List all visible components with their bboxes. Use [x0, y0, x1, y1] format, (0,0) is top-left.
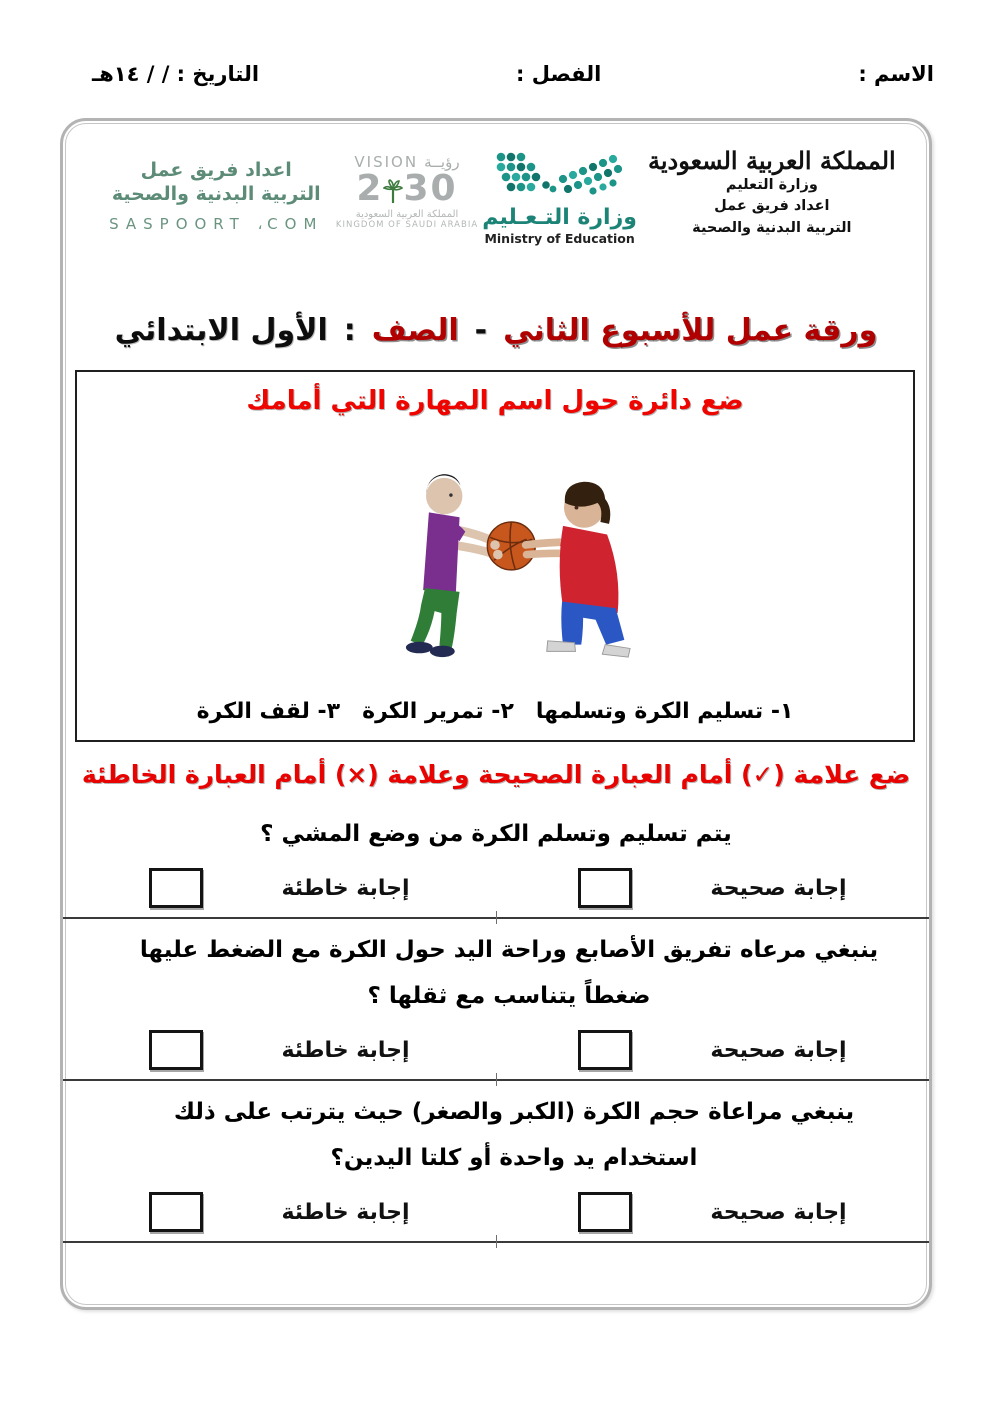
wrong-answer-label: إجابة خاطئة: [281, 1037, 410, 1063]
option-1[interactable]: ١- تسليم الكرة وتسلمها: [535, 699, 794, 724]
vision-year-right: 30: [403, 168, 458, 209]
answer-wrong-cell-2: [63, 1030, 496, 1070]
title-week: ورقة عمل للأسبوع الثاني: [503, 313, 878, 348]
question1-prompt: ضع دائرة حول اسم المهارة التي أمامك: [246, 386, 744, 416]
answer-correct-cell-1: [496, 868, 929, 908]
worksheet-title: [63, 313, 929, 348]
correct-answer-label: إجابة صحيحة: [710, 875, 847, 901]
saspoort-line1: اعداد فريق عمل: [140, 159, 292, 181]
ksa-line1: وزارة التعليم: [725, 176, 818, 193]
logos-header: [63, 121, 929, 285]
wrong-answer-checkbox-3[interactable]: [149, 1192, 203, 1232]
question1-box: [75, 370, 915, 742]
left-boy: [406, 474, 500, 657]
question2-prompt: ضع علامة (✓) أمام العبارة الصحيحة وعلامة (×) أمام العبارة الخاطئة: [81, 760, 911, 789]
worksheet-frame: [60, 118, 932, 1310]
ministry-of-education-logo: [479, 147, 641, 246]
ksa-line2: اعداد فريق عمل: [714, 198, 830, 215]
vision-year-left: 2: [356, 168, 384, 209]
right-boy: [526, 481, 630, 656]
vision-country-en: KINGDOM OF SAUDI ARABIA: [335, 220, 479, 230]
vision-label-ar: رؤيــة: [424, 153, 460, 171]
kingdom-header-block: [641, 147, 903, 240]
title-grade-label: الصف: [371, 313, 459, 348]
vision-label-en: VISION: [354, 153, 419, 171]
wrong-answer-label: إجابة خاطئة: [281, 875, 410, 901]
wrong-answer-label: إجابة خاطئة: [281, 1199, 410, 1225]
statement-1: يتم تسليم وتسلم الكرة من وضع المشي ؟: [260, 821, 732, 847]
title-dash: -: [474, 313, 488, 348]
answer-row-1: [63, 859, 929, 919]
correct-answer-label: إجابة صحيحة: [710, 1199, 847, 1225]
correct-answer-checkbox-2[interactable]: [578, 1030, 632, 1070]
ministry-dots-emblem-icon: [495, 184, 625, 203]
true-false-table: [63, 803, 929, 1243]
answer-wrong-cell-3: [63, 1192, 496, 1232]
statement-3: ينبغي مراعاة حجم الكرة (الكبر والصغر) حيث يترتب على ذلك استخدام يد واحدة أو كلتا اليدين؟: [173, 1099, 855, 1171]
kids-passing-ball-illustration: [335, 453, 655, 663]
ksa-line3: التربية البدنية والصحية: [692, 220, 852, 237]
answer-row-2: [63, 1021, 929, 1081]
answer-correct-cell-2: [496, 1030, 929, 1070]
ksa-calligraphy: المملكة العربية السعودية: [648, 146, 896, 175]
vision-2030-logo: [335, 147, 478, 230]
date-field-label: التاريخ : / / ١٤هـ: [92, 62, 260, 86]
class-field-label: الفصل :: [516, 62, 602, 86]
saspoort-line2: التربية البدنية والصحية: [111, 183, 321, 205]
palm-emblem-icon: [383, 176, 403, 202]
option-3[interactable]: ٣- لقف الكرة: [196, 699, 341, 724]
vision-country-ar: المملكة العربية السعودية: [355, 209, 459, 220]
title-colon: :: [343, 313, 356, 348]
ministry-name-en: Ministry of Education: [484, 231, 635, 246]
answer-wrong-cell-1: [63, 868, 496, 908]
wrong-answer-checkbox-1[interactable]: [149, 868, 203, 908]
saspoort-logo: [97, 147, 335, 233]
correct-answer-checkbox-1[interactable]: [578, 868, 632, 908]
answer-row-3: [63, 1183, 929, 1243]
correct-answer-label: إجابة صحيحة: [710, 1037, 847, 1063]
statement-2: ينبغي مرعاه تفريق الأصابع وراحة اليد حول الكرة مع الضغط عليها ضغطاً يتناسب مع ثقلها ؟: [139, 937, 879, 1009]
title-grade-value: الأول الابتدائي: [114, 313, 328, 348]
ministry-name-ar: وزارة التـعـليم: [482, 205, 637, 230]
name-field-label: الاسم :: [858, 62, 934, 86]
wrong-answer-checkbox-2[interactable]: [149, 1030, 203, 1070]
answer-correct-cell-3: [496, 1192, 929, 1232]
student-info-row: [0, 62, 992, 86]
question1-options: [197, 699, 794, 724]
option-2[interactable]: ٢- تمرير الكرة: [362, 699, 514, 724]
saspoort-site: SASPOORT ، COM: [109, 215, 324, 233]
correct-answer-checkbox-3[interactable]: [578, 1192, 632, 1232]
